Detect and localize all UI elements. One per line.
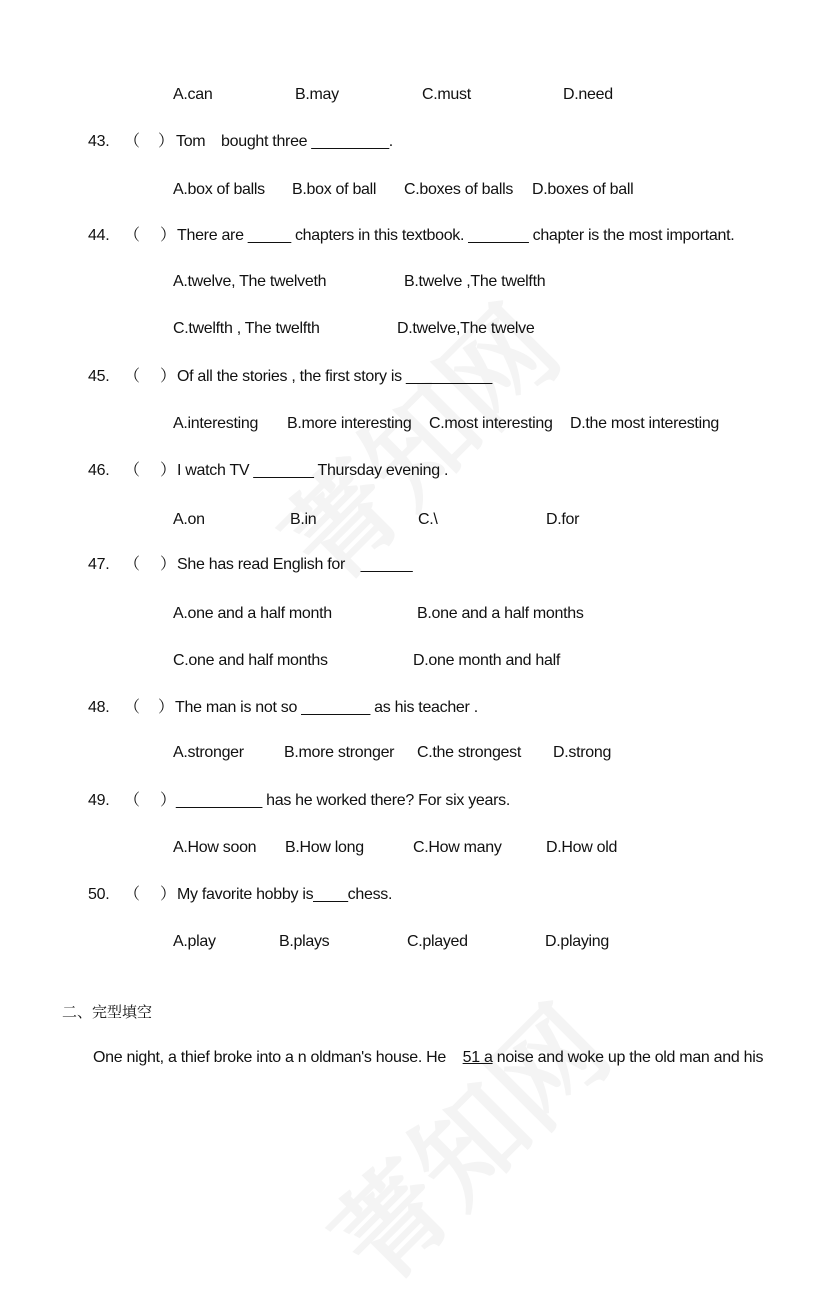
option-a: A.How soon xyxy=(173,839,257,856)
option-d: D.one month and half xyxy=(413,652,560,669)
option-c: C.boxes of balls xyxy=(404,181,514,198)
question-text: Of all the stories , the first story is __________ xyxy=(177,368,492,385)
question-number: 47. xyxy=(88,556,110,573)
question-text: __________ has he worked there? For six years. xyxy=(176,792,510,809)
question-number: 50. xyxy=(88,886,110,903)
option-b: B.one and a half months xyxy=(417,605,584,622)
question-number: 43. xyxy=(88,133,110,150)
option-c: C.How many xyxy=(413,839,502,856)
answer-paren-close: ） xyxy=(160,368,176,385)
option-c: C.must xyxy=(422,86,471,103)
option-a: A.play xyxy=(173,933,216,950)
option-d: D.for xyxy=(546,511,580,528)
blank-51: 51 a xyxy=(462,1049,493,1066)
answer-paren-close: ） xyxy=(158,699,174,716)
passage-after: noise and woke up the old man and his xyxy=(496,1049,764,1066)
option-c: C.\ xyxy=(418,511,438,528)
question-text: I watch TV _______ Thursday evening . xyxy=(177,462,449,479)
question-number: 44. xyxy=(88,227,110,244)
option-d: D.boxes of ball xyxy=(532,181,634,198)
answer-paren-close: ） xyxy=(158,133,174,150)
option-d: D.How old xyxy=(546,839,618,856)
question-number: 49. xyxy=(88,792,110,809)
option-a: A.on xyxy=(173,511,205,528)
option-d: D.need xyxy=(563,86,613,103)
section-heading: 二、完型填空 xyxy=(62,1003,153,1021)
question-number: 48. xyxy=(88,699,110,716)
option-c: C.the strongest xyxy=(417,744,522,761)
option-c: C.twelfth , The twelfth xyxy=(173,320,320,337)
option-a: A.interesting xyxy=(173,415,259,432)
option-b: B.may xyxy=(295,86,339,103)
question-text: She has read English for ______ xyxy=(177,556,413,573)
question-text: The man is not so ________ as his teacher . xyxy=(175,699,478,716)
answer-paren-close: ） xyxy=(160,556,176,573)
option-a: A.box of balls xyxy=(173,181,265,198)
answer-paren-close: ） xyxy=(160,227,176,244)
answer-paren-open: （ xyxy=(124,227,140,244)
option-a: A.can xyxy=(173,86,213,103)
answer-paren-open: （ xyxy=(124,556,140,573)
option-b: B.box of ball xyxy=(292,181,377,198)
answer-paren-open: （ xyxy=(124,792,140,809)
question-number: 45. xyxy=(88,368,110,385)
option-b: B.more stronger xyxy=(284,744,395,761)
option-b: B.How long xyxy=(285,839,364,856)
option-d: D.strong xyxy=(553,744,612,761)
answer-paren-open: （ xyxy=(124,462,140,479)
option-b: B.twelve ,The twelfth xyxy=(404,273,546,290)
option-a: A.stronger xyxy=(173,744,244,761)
answer-paren-open: （ xyxy=(124,133,140,150)
option-d: D.twelve,The twelve xyxy=(397,320,535,337)
option-a: A.twelve, The twelveth xyxy=(173,273,327,290)
option-d: D.playing xyxy=(545,933,610,950)
answer-paren-open: （ xyxy=(124,886,140,903)
question-text: Tom bought three _________. xyxy=(176,133,393,150)
option-b: B.plays xyxy=(279,933,330,950)
question-text: My favorite hobby is____chess. xyxy=(177,886,393,903)
question-number: 46. xyxy=(88,462,110,479)
question-text: There are _____ chapters in this textbook. _______ chapter is the most important. xyxy=(177,227,735,244)
option-a: A.one and a half month xyxy=(173,605,332,622)
answer-paren-close: ） xyxy=(160,886,176,903)
answer-paren-open: （ xyxy=(124,699,140,716)
answer-paren-close: ） xyxy=(160,792,176,809)
option-c: C.played xyxy=(407,933,468,950)
option-d: D.the most interesting xyxy=(570,415,720,432)
option-b: B.more interesting xyxy=(287,415,412,432)
option-c: C.one and half months xyxy=(173,652,328,669)
passage-before: One night, a thief broke into a n oldman's house. He xyxy=(93,1049,447,1066)
answer-paren-close: ） xyxy=(160,462,176,479)
passage-text xyxy=(93,1048,763,1068)
watermark xyxy=(292,966,637,1311)
option-c: C.most interesting xyxy=(429,415,553,432)
answer-paren-open: （ xyxy=(124,368,140,385)
option-b: B.in xyxy=(290,511,317,528)
